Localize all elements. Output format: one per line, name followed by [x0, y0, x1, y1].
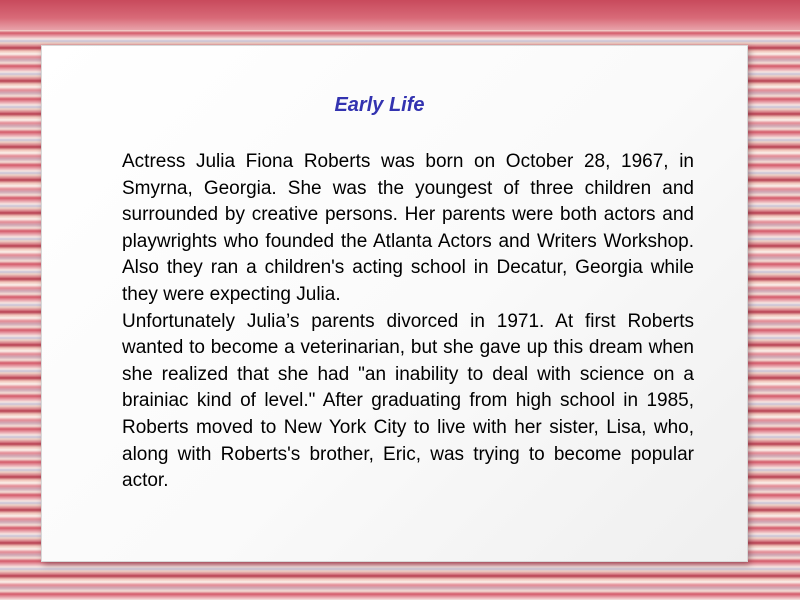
- slide-title: Early Life: [334, 94, 425, 116]
- slide-body: [122, 149, 694, 495]
- decorative-top-band: [0, 0, 800, 30]
- paragraph-career-start: Unfortunately Julia’s parents divorced in 1971. At first Roberts wanted to become a veterinarian, but she gave up this dream when she realized that she had "an inability to deal with science on a brainiac kind of level." After graduating from high school in 1985, Roberts moved to New York City to live with her sister, Lisa, who, along with Roberts's brother, Eric, was trying to become popular actor.: [122, 310, 694, 492]
- slide-panel: [41, 45, 748, 562]
- paragraph-early-life: Actress Julia Fiona Roberts was born on October 28, 1967, in Smyrna, Georgia. She was the youngest of three children and surrounded by creative persons. Her parents were both actors and playwrights who founded the Atlanta Actors and Writers Workshop. Also they ran a children's acting school in Decatur, Georgia while they were expecting Julia.: [122, 151, 694, 305]
